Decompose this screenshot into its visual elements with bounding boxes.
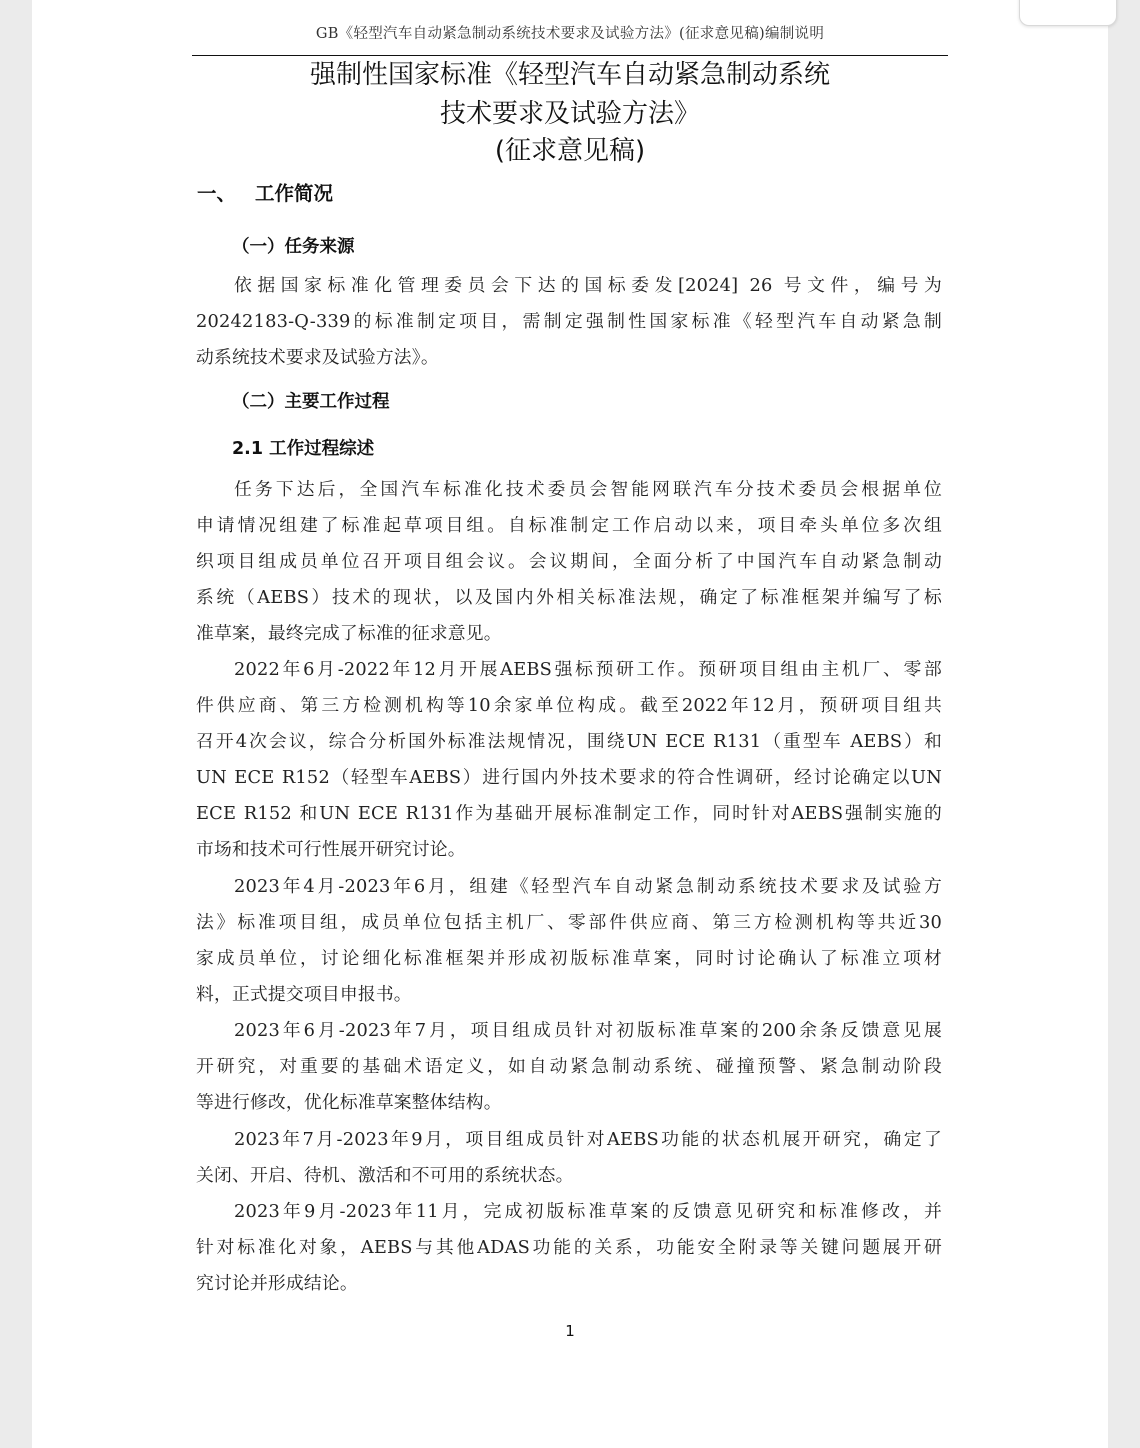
document-title-line-3: (征求意见稿) xyxy=(494,136,646,166)
subsection-heading-overview: 2.1 工作过程综述 xyxy=(232,439,375,459)
paragraph-line: 动系统技术要求及试验方法》。 xyxy=(196,347,439,368)
paragraph-line: 开研究，对重要的基础术语定义，如自动紧急制动系统、碰撞预警、紧急制动阶段 xyxy=(196,1056,942,1077)
paragraph-line: 等进行修改，优化标准草案整体结构。 xyxy=(196,1092,502,1113)
paragraph-line: 织项目组成员单位召开项目组会议。会议期间，全面分析了中国汽车自动紧急制动 xyxy=(196,551,942,572)
paragraph-line: 2023年9月-2023年11月，完成初版标准草案的反馈意见研究和标准修改，并 xyxy=(234,1201,942,1222)
subsection-heading-work-process: （二）主要工作过程 xyxy=(232,392,390,412)
paragraph-line: 关闭、开启、待机、激活和不可用的系统状态。 xyxy=(196,1165,574,1186)
paragraph-line: 2023年6月-2023年7月，项目组成员针对初版标准草案的200余条反馈意见展 xyxy=(234,1020,942,1041)
paragraph-line: 料，正式提交项目申报书。 xyxy=(196,984,412,1005)
paragraph-line: UN ECE R152（轻型车AEBS）进行国内外技术要求的符合性调研，经讨论确定以UN xyxy=(196,767,942,788)
paragraph-line: 系统（AEBS）技术的现状，以及国内外相关标准法规，确定了标准框架并编写了标 xyxy=(196,587,942,608)
paragraph-line: 20242183-Q-339的标准制定项目，需制定强制性国家标准《轻型汽车自动紧急制 xyxy=(196,311,942,332)
paragraph-line: 家成员单位，讨论细化标准框架并形成初版标准草案，同时讨论确认了标准立项材 xyxy=(196,948,942,969)
paragraph-line: 依据国家标准化管理委员会下达的国标委发[2024] 26 号文件，编号为 xyxy=(234,275,942,296)
paragraph-line: 任务下达后，全国汽车标准化技术委员会智能网联汽车分技术委员会根据单位 xyxy=(234,479,942,500)
document-page xyxy=(32,0,1108,1448)
paragraph-line: 2023年7月-2023年9月，项目组成员针对AEBS功能的状态机展开研究，确定了 xyxy=(234,1129,942,1150)
paragraph-line: 件供应商、第三方检测机构等10余家单位构成。截至2022年12月，预研项目组共 xyxy=(196,695,942,716)
paragraph-line: 市场和技术可行性展开研究讨论。 xyxy=(196,839,466,860)
paragraph-line: 法》标准项目组，成员单位包括主机厂、零部件供应商、第三方检测机构等共近30 xyxy=(196,912,942,933)
page-number: 1 xyxy=(565,1322,575,1340)
paragraph-line: 准草案，最终完成了标准的征求意见。 xyxy=(196,623,502,644)
document-title-line-1: 强制性国家标准《轻型汽车自动紧急制动系统 xyxy=(309,60,830,90)
paragraph-line: 究讨论并形成结论。 xyxy=(196,1273,358,1294)
paragraph-line: 2022年6月-2022年12月开展AEBS强标预研工作。预研项目组由主机厂、零部 xyxy=(234,659,942,680)
paragraph-line: ECE R152 和UN ECE R131作为基础开展标准制定工作，同时针对AEBS强制实施的 xyxy=(196,803,942,824)
paragraph-line: 召开4次会议，综合分析国外标准法规情况，围绕UN ECE R131（重型车 AEBS）和 xyxy=(196,731,942,752)
section-number: 一、 xyxy=(197,182,237,205)
running-header: GB《轻型汽车自动紧急制动系统技术要求及试验方法》(征求意见稿)编制说明 xyxy=(315,26,825,42)
section-title: 工作简况 xyxy=(255,182,334,205)
document-title-line-2: 技术要求及试验方法》 xyxy=(439,99,700,129)
subsection-heading-task-source: （一）任务来源 xyxy=(232,237,355,257)
paragraph-line: 2023年4月-2023年6月，组建《轻型汽车自动紧急制动系统技术要求及试验方 xyxy=(234,876,942,897)
section-heading-1 xyxy=(197,178,333,206)
paragraph-line: 申请情况组建了标准起草项目组。自标准制定工作启动以来，项目牵头单位多次组 xyxy=(196,515,942,536)
paragraph-line: 针对标准化对象，AEBS与其他ADAS功能的关系，功能安全附录等关键问题展开研 xyxy=(196,1237,942,1258)
